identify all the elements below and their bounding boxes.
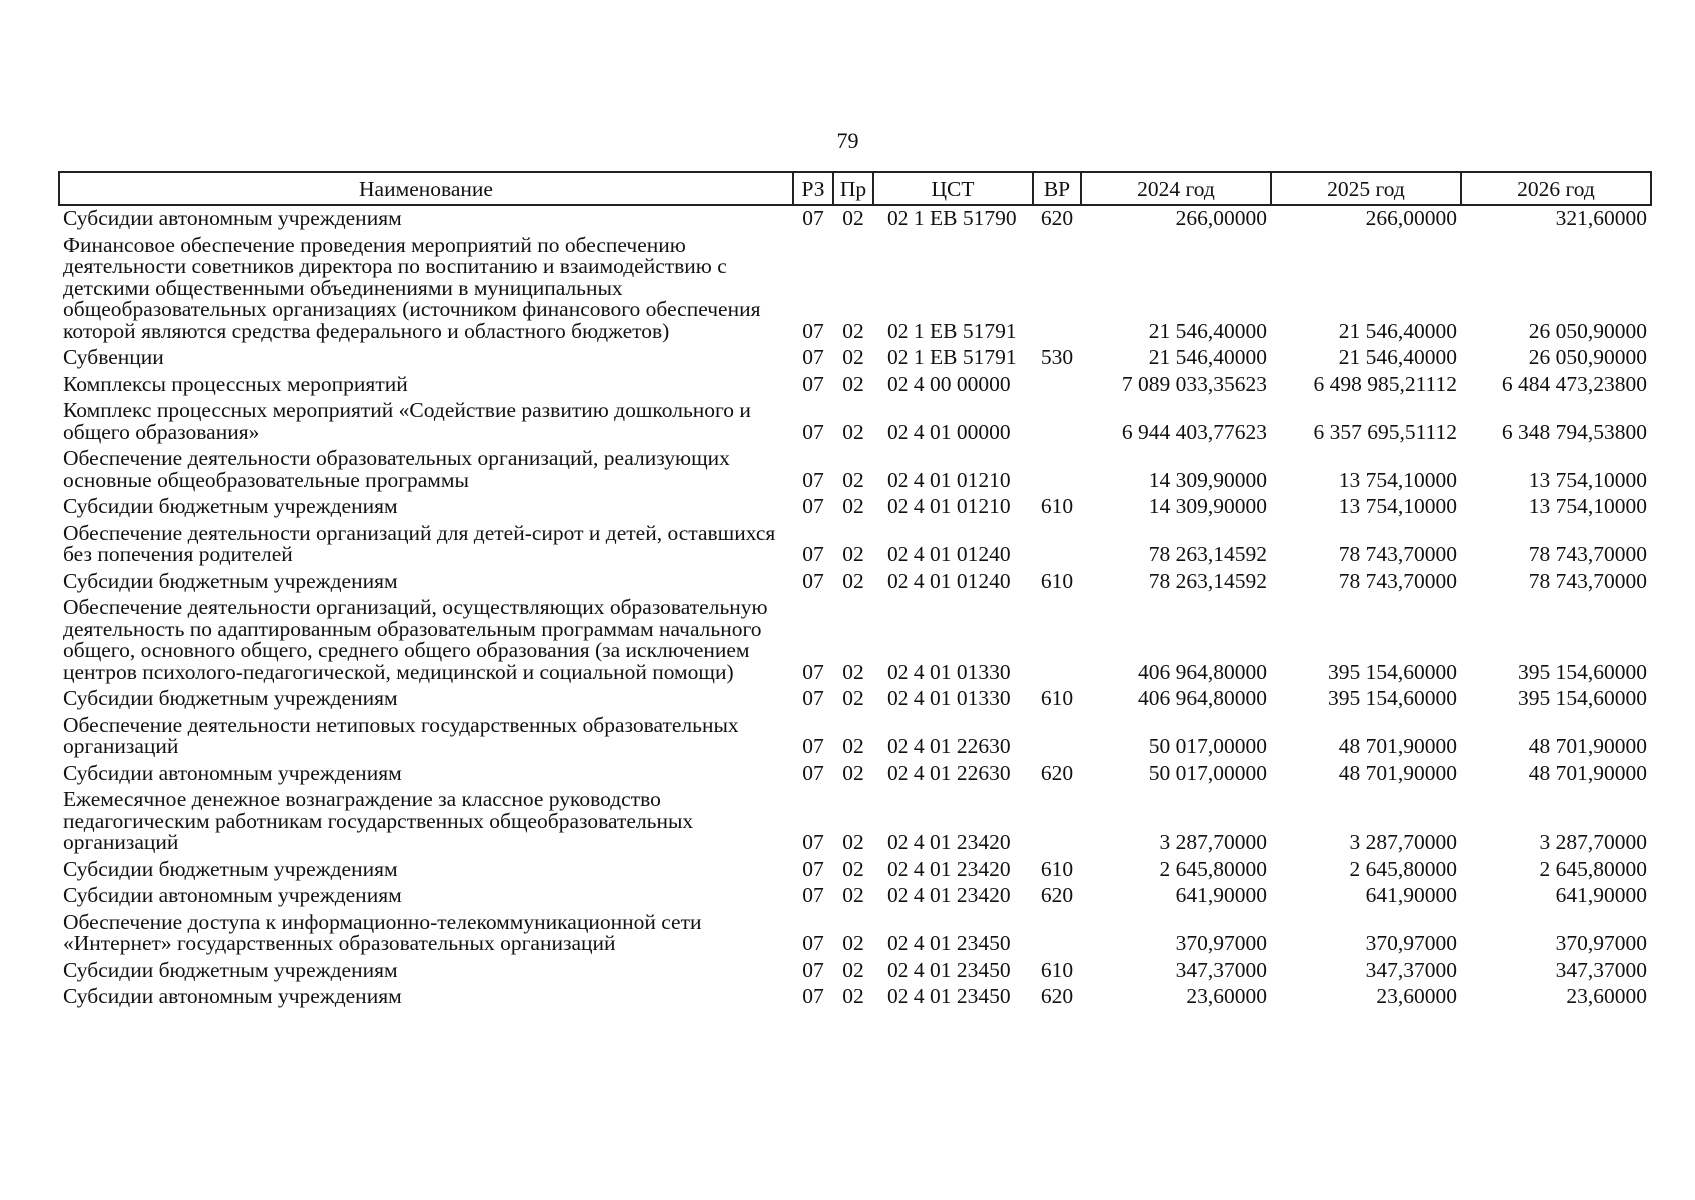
row-vr-cell [1033,710,1081,758]
row-vr-cell: 610 [1040,856,1074,881]
row-pr-cell: 02 [842,830,864,854]
row-name-cell: Финансовое обеспечение проведения мероприятий по обеспечению деятельности советников директора по воспитанию и взаимодействию с детскими общественными объединениями в муниципальных общеобразовательных организациях (источником финансового обеспечения которой являются средства федерального и областного бюджетов) [63,232,761,343]
row-pr-cell: 02 [842,542,864,566]
row-2024-cell: 50 017,00000 [1148,760,1267,785]
row-2026-cell: 78 743,70000 [1528,568,1647,593]
row-2024-cell: 7 089 033,35623 [1121,371,1267,396]
row-2026-cell: 321,60000 [1555,206,1647,230]
row-name-cell: Субсидии автономным учреждениям [63,760,402,785]
table-header-row [59,172,1651,205]
row-2026-cell: 370,97000 [1555,931,1647,955]
row-cst-cell: 02 4 01 23420 [887,856,1011,881]
column-header-name: Наименование [59,172,793,205]
table-row [59,955,1651,982]
row-pr-cell: 02 [842,494,864,518]
row-name-cell: Субсидии автономным учреждениям [63,206,402,230]
row-2025-cell: 395 154,60000 [1328,659,1457,684]
row-pr-cell: 02 [842,686,864,710]
row-2026-cell: 48 701,90000 [1528,734,1647,758]
row-rz-cell: 07 [802,856,824,881]
row-rz-cell: 07 [802,830,824,854]
row-cst-cell: 02 4 01 00000 [887,419,1011,444]
row-pr-cell: 02 [842,206,864,230]
row-name-cell: Комплексы процессных мероприятий [63,371,408,396]
row-2026-cell: 395 154,60000 [1518,659,1647,684]
row-name-cell: Обеспечение доступа к информационно-телекоммуникационной сети «Интернет» государственных образовательных организаций [63,909,702,955]
row-name-cell: Субсидии бюджетным учреждениям [63,686,398,710]
row-pr-cell: 02 [842,856,864,881]
row-2024-cell: 370,97000 [1175,931,1267,955]
row-rz-cell: 07 [802,568,824,593]
row-2025-cell: 23,60000 [1376,984,1457,1008]
column-header-2024: 2024 год [1081,172,1271,205]
row-vr-cell: 610 [1040,686,1074,710]
row-2025-cell: 370,97000 [1365,931,1457,955]
row-pr-cell: 02 [842,419,864,444]
row-cst-cell: 02 4 01 01240 [887,568,1011,593]
row-2024-cell: 347,37000 [1175,957,1267,982]
row-pr-cell: 02 [842,371,864,396]
row-rz-cell: 07 [802,984,824,1008]
table-row [59,784,1651,854]
row-name-cell: Ежемесячное денежное вознаграждение за классное руководство педагогическим работникам государственных общеобразовательных организаций [63,787,694,854]
row-rz-cell: 07 [802,883,824,907]
row-pr-cell: 02 [842,318,864,343]
table-row [59,758,1651,785]
row-rz-cell: 07 [802,494,824,518]
row-cst-cell: 02 4 01 23420 [887,883,1011,907]
row-name-cell: Обеспечение деятельности нетиповых государственных образовательных организаций [63,712,739,758]
row-pr-cell: 02 [842,467,864,492]
row-name-cell: Субсидии автономным учреждениям [63,883,402,907]
row-rz-cell: 07 [802,686,824,710]
row-2025-cell: 347,37000 [1365,957,1457,982]
row-2026-cell: 395 154,60000 [1518,686,1647,710]
row-cst-cell: 02 4 01 01240 [887,542,1011,566]
row-2024-cell: 78 263,14592 [1148,542,1267,566]
row-2025-cell: 266,00000 [1365,206,1457,230]
row-2026-cell: 6 484 473,23800 [1501,371,1647,396]
row-cst-cell: 02 4 01 23450 [887,957,1011,982]
row-pr-cell: 02 [842,345,864,369]
row-cst-cell: 02 4 01 01330 [887,686,1011,710]
row-2024-cell: 50 017,00000 [1148,734,1267,758]
row-rz-cell: 07 [802,206,824,230]
row-name-cell: Субсидии бюджетным учреждениям [63,856,398,881]
row-2026-cell: 23,60000 [1566,984,1647,1008]
row-name-cell: Субвенции [63,345,164,369]
row-vr-cell [1033,592,1081,683]
row-rz-cell: 07 [802,371,824,396]
row-2024-cell: 2 645,80000 [1159,856,1267,881]
row-name-cell: Субсидии бюджетным учреждениям [63,957,398,982]
row-vr-cell: 530 [1040,345,1074,369]
row-vr-cell [1033,369,1081,396]
row-2026-cell: 78 743,70000 [1528,542,1647,566]
row-cst-cell: 02 4 01 23420 [887,830,1011,854]
table-row [59,230,1651,343]
column-header-pr: Пр [833,172,873,205]
row-2024-cell: 641,90000 [1175,883,1267,907]
row-name-cell: Обеспечение деятельности организаций для детей-сирот и детей, оставшихся без попечения родителей [63,520,776,566]
page-number: 79 [836,128,859,153]
row-rz-cell: 07 [802,659,824,684]
row-rz-cell: 07 [802,318,824,343]
row-vr-cell: 620 [1040,206,1074,230]
row-2025-cell: 395 154,60000 [1328,686,1457,710]
row-rz-cell: 07 [802,931,824,955]
row-vr-cell: 610 [1040,568,1074,593]
table-row [59,395,1651,443]
row-cst-cell: 02 4 01 22630 [887,760,1011,785]
table-row [59,566,1651,593]
row-vr-cell [1033,230,1081,343]
row-name-cell: Обеспечение деятельности организаций, осуществляющих образовательную деятельность по адаптированным образовательным программам начального общего, основного общего, среднего общего образования (за исключением центров психолого-педагогической, медицинской и социальной помощи) [63,595,768,684]
row-vr-cell: 620 [1040,984,1074,1008]
row-vr-cell [1033,518,1081,566]
table-row [59,491,1651,518]
table-row [59,518,1651,566]
row-2024-cell: 406 964,80000 [1138,659,1267,684]
column-header-vr: ВР [1033,172,1081,205]
column-header-cst: ЦСТ [873,172,1033,205]
row-2024-cell: 21 546,40000 [1148,345,1267,369]
row-2024-cell: 23,60000 [1186,984,1267,1008]
row-pr-cell: 02 [842,734,864,758]
row-vr-cell: 620 [1040,760,1074,785]
row-2025-cell: 78 743,70000 [1338,568,1457,593]
column-header-2026: 2026 год [1461,172,1651,205]
row-2026-cell: 26 050,90000 [1528,318,1647,343]
row-2025-cell: 6 357 695,51112 [1313,419,1457,444]
column-header-rz: РЗ [793,172,833,205]
row-pr-cell: 02 [842,984,864,1008]
row-rz-cell: 07 [802,542,824,566]
row-2026-cell: 48 701,90000 [1528,760,1647,785]
table-row [59,880,1651,907]
row-2025-cell: 2 645,80000 [1349,856,1457,881]
row-cst-cell: 02 4 01 01210 [887,494,1011,518]
row-2026-cell: 6 348 794,53800 [1501,419,1647,444]
row-cst-cell: 02 1 EB 51791 [887,345,1017,369]
row-2024-cell: 21 546,40000 [1148,318,1267,343]
table-body [59,205,1651,1008]
row-pr-cell: 02 [842,659,864,684]
row-rz-cell: 07 [802,957,824,982]
row-2025-cell: 641,90000 [1365,883,1457,907]
row-2026-cell: 13 754,10000 [1528,467,1647,492]
row-name-cell: Комплекс процессных мероприятий «Содействие развитию дошкольного и общего образования» [63,398,751,444]
row-cst-cell: 02 4 01 23450 [887,931,1011,955]
budget-table [58,171,1652,1008]
row-rz-cell: 07 [802,760,824,785]
row-cst-cell: 02 4 01 01330 [887,659,1011,684]
row-pr-cell: 02 [842,760,864,785]
row-rz-cell: 07 [802,467,824,492]
row-vr-cell [1033,395,1081,443]
row-pr-cell: 02 [842,568,864,593]
row-2026-cell: 13 754,10000 [1528,494,1647,518]
row-vr-cell: 620 [1040,883,1074,907]
row-name-cell: Субсидии бюджетным учреждениям [63,494,398,518]
row-2025-cell: 78 743,70000 [1338,542,1457,566]
row-2025-cell: 21 546,40000 [1338,318,1457,343]
row-cst-cell: 02 1 EB 51791 [887,318,1017,343]
row-rz-cell: 07 [802,419,824,444]
row-cst-cell: 02 4 01 01210 [887,467,1011,492]
row-2026-cell: 347,37000 [1555,957,1647,982]
row-2026-cell: 641,90000 [1555,883,1647,907]
row-2024-cell: 266,00000 [1175,206,1267,230]
table-row [59,342,1651,369]
row-2024-cell: 3 287,70000 [1159,830,1267,854]
row-2025-cell: 48 701,90000 [1338,734,1457,758]
row-vr-cell: 610 [1040,494,1074,518]
row-pr-cell: 02 [842,883,864,907]
row-2026-cell: 3 287,70000 [1539,830,1647,854]
table-row [59,683,1651,710]
table-row [59,907,1651,955]
row-2025-cell: 13 754,10000 [1338,467,1457,492]
table-row [59,443,1651,491]
row-2024-cell: 406 964,80000 [1138,686,1267,710]
row-cst-cell: 02 4 01 22630 [887,734,1011,758]
row-2024-cell: 78 263,14592 [1148,568,1267,593]
row-vr-cell: 610 [1040,957,1074,982]
row-name-cell: Субсидии автономным учреждениям [63,984,402,1008]
row-rz-cell: 07 [802,345,824,369]
row-2025-cell: 48 701,90000 [1338,760,1457,785]
row-name-cell: Обеспечение деятельности образовательных организаций, реализующих основные общеобразовательные программы [63,446,730,492]
table-row [59,854,1651,881]
row-2026-cell: 2 645,80000 [1539,856,1647,881]
row-pr-cell: 02 [842,957,864,982]
row-vr-cell [1033,443,1081,491]
table-row [59,981,1651,1008]
row-2025-cell: 6 498 985,21112 [1313,371,1457,396]
column-header-2025: 2025 год [1271,172,1461,205]
table-row [59,205,1651,230]
row-pr-cell: 02 [842,931,864,955]
row-2024-cell: 14 309,90000 [1148,494,1267,518]
row-cst-cell: 02 1 EB 51790 [887,206,1017,230]
row-2025-cell: 3 287,70000 [1349,830,1457,854]
row-cst-cell: 02 4 01 23450 [887,984,1011,1008]
row-2026-cell: 26 050,90000 [1528,345,1647,369]
table-row [59,592,1651,683]
row-name-cell: Субсидии бюджетным учреждениям [63,568,398,593]
row-vr-cell [1033,907,1081,955]
row-cst-cell: 02 4 00 00000 [887,371,1011,396]
row-vr-cell [1033,784,1081,854]
row-2024-cell: 14 309,90000 [1148,467,1267,492]
table-row [59,369,1651,396]
row-2024-cell: 6 944 403,77623 [1121,419,1267,444]
row-2025-cell: 21 546,40000 [1338,345,1457,369]
table-row [59,710,1651,758]
row-rz-cell: 07 [802,734,824,758]
row-2025-cell: 13 754,10000 [1338,494,1457,518]
